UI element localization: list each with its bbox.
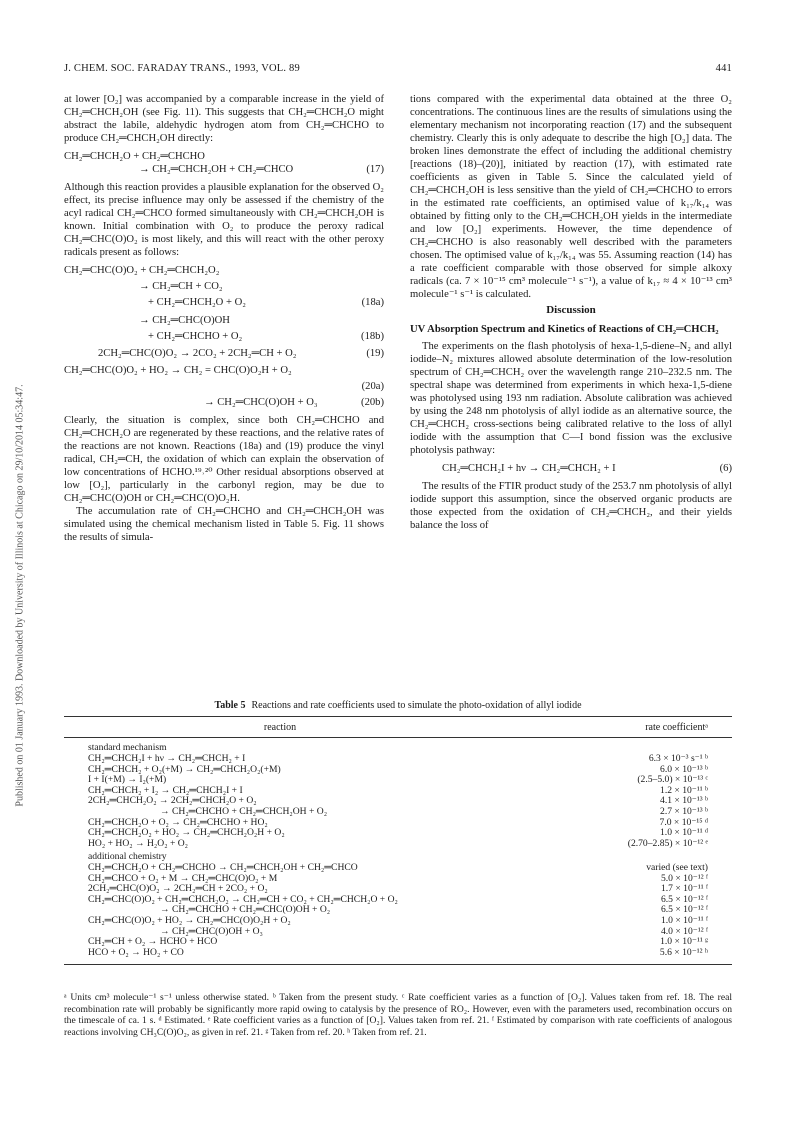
table-reaction: 2CH₂═CHCH₂O₂ → 2CH₂═CHCH₂O + O₂ <box>88 795 257 807</box>
table-reaction: HO₂ + HO₂ → H₂O₂ + O₂ <box>88 837 189 849</box>
additional-chemistry-rates <box>646 863 708 958</box>
paragraph: at lower [O₂] was accompanied by a comparable increase in the yield of CH₂═CHCH₂OH (see Fig. 11). This suggests that CH₂═CHCH₂O might abstract the labile, aldehydic hydrogen atom from CH₂═CHCHO to produce CH₂═CHCH₂OH directly: <box>64 94 384 144</box>
equation-text: CH₂═CHC(O)O₂ + HO₂ → CH₂ = CHC(O)O₂H + O₂ <box>64 365 292 376</box>
table-rate-coefficient: 6.0 × 10⁻¹³ ᵇ <box>660 763 708 775</box>
table-rate-coefficient: 5.0 × 10⁻¹² ᶠ <box>660 872 708 884</box>
table-rate-coefficient: 6.3 × 10⁻³ s⁻¹ ᵇ <box>648 753 708 764</box>
table-rate-coefficient: 7.0 × 10⁻¹⁵ ᵈ <box>659 816 708 828</box>
table-caption <box>0 700 796 711</box>
table-reaction: CH₂═CHC(O)O₂ + HO₂ → CH₂═CHC(O)O₂H + O₂ <box>88 914 291 926</box>
standard-mechanism-rows <box>88 754 708 849</box>
table-group-label: standard mechanism <box>88 742 167 753</box>
equation <box>64 280 384 293</box>
table-rate-coefficient: (2.70–2.85) × 10⁻¹² ᵉ <box>627 837 708 849</box>
equation <box>64 364 384 377</box>
equation <box>64 380 384 393</box>
equation-number: (20b) <box>361 397 384 408</box>
equation-text: → CH₂═CH + CO₂ <box>139 281 223 292</box>
paragraph: Clearly, the situation is complex, since both CH₂═CHCHO and CH₂═CHCH₂O are regenerated by these reactions, and the relative rates of the reactions are not known. Reactions (18a) and (19) produce the vinyl radical, CH₂═CH, the oxidation of which can explain the observation of low concentrations of HCHO.¹⁹˒²⁰ Other residual absorptions observed at low [O₂], particularly in the carbonyl region, may be due to CH₂═CHC(O)OH or CH₂═CHC(O)O₂H. <box>64 415 384 504</box>
equation-number: (18b) <box>361 331 384 342</box>
section-heading: Discussion <box>546 304 596 316</box>
table-rate-coefficient: (2.5–5.0) × 10⁻¹³ ᶜ <box>637 774 708 786</box>
paragraph: The accumulation rate of CH₂═CHCHO and CH₂═CHCH₂OH was simulated using the chemical mechanism listed in Table 5. Fig. 11 shows the results of simula- <box>64 506 384 543</box>
equation-text: → CH₂═CHC(O)OH <box>139 315 230 326</box>
left-column <box>64 93 384 544</box>
table-reaction: CH₂═CHCH₂O + CH₂═CHCHO → CH₂═CHCH₂OH + CH₂═CHCO <box>88 862 358 873</box>
table-rate-coefficient: 4.1 × 10⁻¹³ ᵇ <box>660 795 708 807</box>
paragraph: Although this reaction provides a plausible explanation for the observed O₂ effect, its precise influence may only be assessed if the chemistry of the acyl radical CH₂═CHCO formed simultaneously with CH₂═CHCH₂OH is known. Initial combination with O₂ to produce the peroxy radical CH₂═CHC(O)O₂ is most likely, and this will react with the other peroxy radicals present as follows: <box>64 182 384 258</box>
equation-text: CH₂═CHCH₂O + CH₂═CHCHO <box>64 151 205 162</box>
equation <box>64 150 384 163</box>
table-reaction: I + I(+M) → I₂(+M) <box>88 774 167 786</box>
table-rate-coefficient: 1.0 × 10⁻¹¹ ᶠ <box>660 914 708 926</box>
table-rate-coefficient: 6.5 × 10⁻¹² ᶠ <box>660 893 708 905</box>
paragraph: tions compared with the experimental data obtained at the three O₂ concentrations. The continuous lines are the results of simulations using the elementary mechanism not incorporating reaction (17) and the subsequent chemistry. Clearly this is only adequate to describe the high [O₂] data. The broken lines demonstrate the effect of including the additional chemistry [reactions (18)–(20)], initiated by reaction (17), with estimated rate coefficients as given in Table 5. Since the calculated yield of CH₂═CHCH₂OH is less sensitive than the yield of CH₂═CHCHO to errors in the estimated rate coefficients, an optimised value of k₁₇/k₁₄ was obtained by fitting only to the CH₂═CHCH₂OH yields in the intermediate and low [O₂] experiments. However, the time dependence of CH₂═CHCHO is also reasonably well described with the parameters chosen. The optimised value of k₁₇/k₁₄ was 55. Assuming reaction (14) has a rate coefficient comparable with those observed for simple alkoxy radicals (ca. 7 × 10⁻¹⁵ cm³ molecule⁻¹ s⁻¹), a value of k₁₇ ≈ 4 × 10⁻¹³ cm³ molecule⁻¹ s⁻¹ is calculated. <box>410 94 732 300</box>
equation-text: 2CH₂═CHC(O)O₂ → 2CO₂ + 2CH₂═CH + O₂ <box>98 348 297 359</box>
table-rate-coefficient: 1.7 × 10⁻¹¹ ᶠ <box>660 883 708 895</box>
table-header-reaction: reaction <box>263 722 297 733</box>
equation <box>64 330 384 343</box>
table-rate-coefficient: 4.0 × 10⁻¹² ᶠ <box>660 925 708 937</box>
table-top-rule <box>64 716 732 717</box>
equation-text: → CH₂═CHC(O)OH + O₃ <box>204 397 318 408</box>
equation-text: CH₂═CHCH₂I + hν → CH₂═CHCH₂ + I <box>442 463 616 474</box>
equation <box>64 347 384 360</box>
table-reaction: CH₂═CHCH₂ + O₂(+M) → CH₂═CHCH₂O₂(+M) <box>88 763 281 775</box>
equation-number: (17) <box>366 164 384 175</box>
equation-number: (18a) <box>361 297 384 308</box>
table-footnotes: ᵃ Units cm³ molecule⁻¹ s⁻¹ unless otherwise stated. ᵇ Taken from the present study. ᶜ Rate coefficient varies as a function of [O₂]. Values taken from ref. 18. The real recombination rate will probably be significantly more rapid owing to catalysis by the presence of RO₂. However, even with the parameters used, recombination occurs on the timescale of ca. 1 s. ᵈ Estimated. ᵉ Rate coefficient varies as a function of [O₂]. Values taken from ref. 21. ᶠ Estimated by comparison with rate coefficients of analogous reactions involving CH₃C(O)O₂, as given in ref. 21. ᵍ Taken from ref. 20. ʰ Taken from ref. 21. <box>64 992 732 1038</box>
equation-text: + CH₂═CHCH₂O + O₂ <box>148 297 246 308</box>
table-reaction: CH₂═CHCO + O₂ + M → CH₂═CHC(O)O₂ + M <box>88 872 278 884</box>
table-rate-coefficient: 1.2 × 10⁻¹¹ ᵇ <box>660 784 708 796</box>
table-bottom-rule <box>64 964 732 965</box>
table-reaction: → CH₂═CHCHO + CH₂═CHCH₂OH + O₂ <box>160 805 328 817</box>
table-reaction: CH₂═CHC(O)O₂ + CH₂═CHCH₂O₂ → CH₂═CH + CO₂ + CH₂═CHCH₂O + O₂ <box>88 893 398 905</box>
table-group-label: additional chemistry <box>88 851 167 862</box>
subsection-heading: UV Absorption Spectrum and Kinetics of Reactions of CH₂═CHCH₂ <box>410 324 719 335</box>
table-reaction: → CH₂═CHC(O)OH + O₃ <box>160 925 263 937</box>
equation-text: → CH₂═CHCH₂OH + CH₂═CHCO <box>139 164 294 175</box>
table-rate-coefficient: 1.0 × 10⁻¹¹ ᵍ <box>660 936 708 948</box>
equation <box>64 264 384 277</box>
table-rate-coefficient: varied (see text) <box>646 862 708 873</box>
table-header-rate: rate coefficientᵃ <box>645 722 708 733</box>
equation <box>64 163 384 176</box>
equation <box>410 462 732 475</box>
table-reaction: CH₂═CHCH₂ + I₂ → CH₂═CHCH₂I + I <box>88 784 243 796</box>
table-rate-coefficient: 2.7 × 10⁻¹³ ᵇ <box>660 805 708 817</box>
equation-number: (19) <box>366 348 384 359</box>
table-rate-coefficient: 5.6 × 10⁻¹² ʰ <box>659 946 708 958</box>
journal-header: J. CHEM. SOC. FARADAY TRANS., 1993, VOL. 89 <box>64 63 300 74</box>
table-reaction: → CH₂═CHCHO + CH₂═CHC(O)OH + O₂ <box>160 904 331 916</box>
additional-chemistry-rows <box>88 863 708 958</box>
table-reaction: CH₂═CH + O₂ → HCHO + HCO <box>88 936 218 948</box>
table-reaction: CH₂═CHCH₂O₂ + HO₂ → CH₂═CHCH₂O₂H + O₂ <box>88 827 285 839</box>
table-rate-coefficient: 6.5 × 10⁻¹² ᶠ <box>660 904 708 916</box>
equation <box>64 296 384 309</box>
table-reaction: HCO + O₂ → HO₂ + CO <box>88 946 184 958</box>
table-caption-text: Reactions and rate coefficients used to simulate the photo-oxidation of allyl iodide <box>251 700 582 711</box>
equation-number: (20a) <box>361 381 384 392</box>
table-reaction: 2CH₂═CHC(O)O₂ → 2CH₂═CH + 2CO₂ + O₂ <box>88 883 268 895</box>
page-number: 441 <box>715 63 732 74</box>
publication-watermark: Published on 01 January 1993. Downloaded by University of Illinois at Chicago on 29/10/2014 05:34:47. <box>14 384 26 807</box>
equation-number: (6) <box>719 463 732 474</box>
paragraph: The experiments on the flash photolysis of hexa-1,5-diene–N₂ and allyl iodide–N₂ mixtures allowed absolute determination of the low-resolution spectrum of CH₂═CHCH₂ over the wavelength range 210–232.5 nm. The spectral shape was determined from experiments in which hexa-1,5-diene was photolysed using 193 nm radiation. Absolute calibration was achieved by using the 248 nm photolysis of allyl iodide as an alternative source, the CH₂═CHCH₂ cross-sections being calibrated relative to the loss of allyl iodide with the assumption that C—I bond fission was the exclusive photolysis pathway: <box>410 341 732 456</box>
equation-text: CH₂═CHC(O)O₂ + CH₂═CHCH₂O₂ <box>64 265 220 276</box>
standard-mechanism-rates <box>628 754 708 849</box>
equation <box>64 396 384 409</box>
right-column <box>410 93 732 532</box>
equation-text: + CH₂═CHCHO + O₂ <box>148 331 243 342</box>
table-header-rule <box>64 737 732 738</box>
table-label: Table 5 <box>214 700 246 711</box>
equation <box>64 314 384 327</box>
table-reaction: CH₂═CHCH₂I + hν → CH₂═CHCH₂ + I <box>88 753 246 764</box>
paragraph: The results of the FTIR product study of the 253.7 nm photolysis of allyl iodide support this assumption, since the observed organic products are those expected from the oxidation of CH₂═CHCH₂, and their yields balance the loss of <box>410 481 732 531</box>
table-rate-coefficient: 1.0 × 10⁻¹¹ ᵈ <box>660 827 708 839</box>
table-reaction: CH₂═CHCH₂O + O₂ → CH₂═CHCHO + HO₂ <box>88 816 268 828</box>
